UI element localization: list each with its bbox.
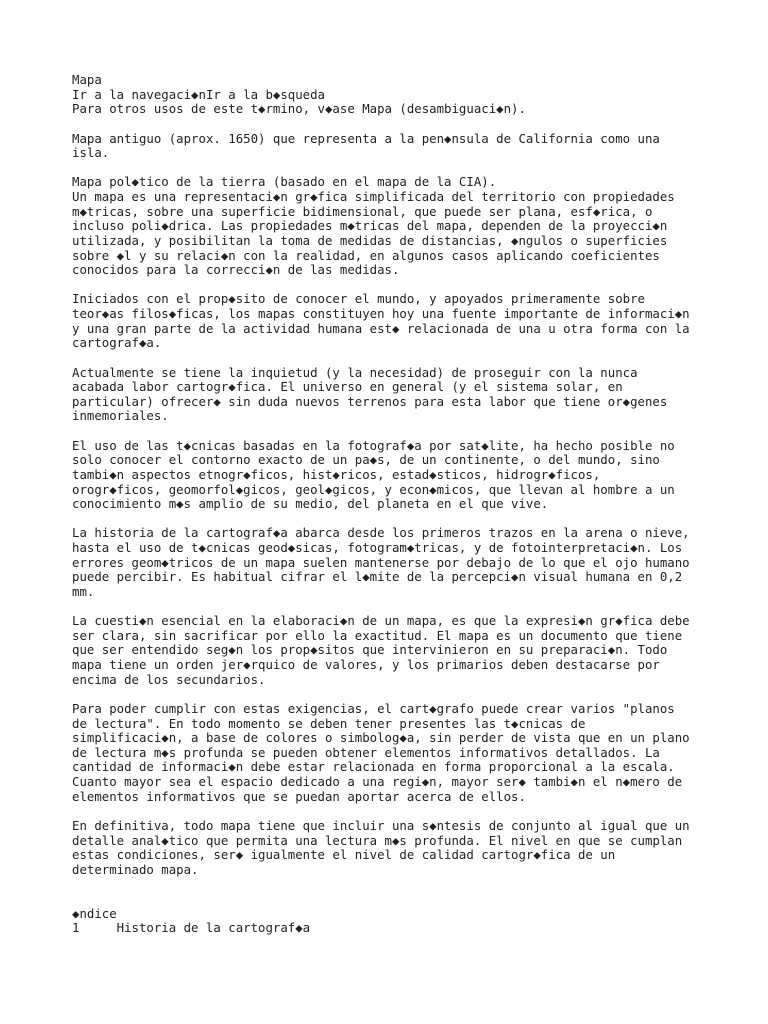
toc-entries (72, 921, 752, 936)
text-line: Para poder cumplir con estas exigencias, el cart◆grafo puede crear varios "planos (72, 701, 675, 716)
text-line: de lectura". En todo momento se deben tener presentes las t◆cnicas de (72, 716, 586, 731)
text-line: cantidad de informaci◆n debe estar relacionada en forma proporcional a la escala. (72, 760, 675, 775)
paragraph (72, 702, 752, 804)
text-line: acabada labor cartogr◆fica. El universo en general (y el sistema solar, en (72, 380, 623, 395)
text-line: incluso poli◆drica. Las propiedades m◆tricas del mapa, dependen de la proyecci◆n (72, 219, 668, 234)
text-line: encima de los secundarios. (72, 672, 266, 687)
text-line: elementos informativos que se puedan aportar acerca de ellos. (72, 789, 526, 804)
text-line: Mapa antiguo (aprox. 1650) que representa a la pen◆nsula de California como una (72, 131, 660, 146)
text-line: y una gran parte de la actividad humana est◆ relacionada de una u otra forma con la (72, 321, 690, 336)
text-line: tambi◆n aspectos etnogr◆ficos, hist◆ricos, estad◆sticos, hidrogr◆ficos, (72, 467, 601, 482)
text-line: solo conocer el contorno exacto de un pa◆s, de un continente, o del mundo, sino (72, 453, 660, 468)
paragraph (72, 175, 752, 277)
text-line: determinado mapa. (72, 862, 199, 877)
text-line: conocidos para la correcci◆n de las medidas. (72, 263, 400, 278)
toc-entry-number: 1 (72, 921, 80, 936)
text-line: Ir a la navegaci◆nIr a la b◆squeda (72, 87, 325, 102)
text-line: ser clara, sin sacrificar por ello la exactitud. El mapa es un documento que tiene (72, 628, 683, 643)
text-line: m◆tricas, sobre una superficie bidimensional, que puede ser plana, esf◆rica, o (72, 204, 653, 219)
text-line: conocimiento m◆s amplio de su medio, del planeta en el que vive. (72, 497, 549, 512)
text-line: errores geom◆tricos de un mapa suelen mantenerse por debajo de lo que el ojo humano (72, 555, 690, 570)
text-line: orogr◆ficos, geomorfol◆gicos, geol◆gicos, y econ◆micos, que llevan al hombre a un (72, 482, 675, 497)
text-line: utilizada, y posibilitan la toma de medidas de distancias, ◆ngulos o superficies (72, 233, 668, 248)
text-line: La cuesti◆n esencial en la elaboraci◆n de un mapa, es que la expresi◆n gr◆fica debe (72, 614, 690, 629)
paragraph (72, 132, 752, 161)
text-line: isla. (72, 146, 110, 161)
paragraph (72, 526, 752, 599)
text-line: Mapa pol◆tico de la tierra (basado en el mapa de la CIA). (72, 175, 497, 190)
text-line: hasta el uso de t◆cnicas geod◆sicas, fotogram◆tricas, y de fotointerpretaci◆n. Los (72, 541, 683, 555)
toc-entry-label: Historia de la cartograf◆a (116, 921, 311, 936)
text-line: de lectura m◆s profunda se pueden obtener elementos informativos detallados. La (72, 745, 660, 760)
text-line: Un mapa es una representaci◆n gr◆fica simplificada del territorio con propiedades (72, 190, 675, 204)
text-line: Mapa (72, 73, 102, 87)
text-line: que ser entendido seg◆n los prop◆sitos que intervinieron en su preparaci◆n. Todo (72, 643, 668, 658)
text-line: teor◆as filos◆ficas, los mapas constituyen hoy una fuente importante de informaci◆n (72, 307, 690, 321)
paragraph (72, 292, 752, 351)
text-line: mapa tiene un orden jer◆rquico de valores, y los primarios deben destacarse por (72, 658, 660, 672)
text-line: Iniciados con el prop◆sito de conocer el mundo, y apoyados primeramente sobre (72, 292, 645, 307)
text-line: inmemoriales. (72, 409, 169, 424)
paragraph (72, 73, 752, 117)
text-line: particular) ofrecer◆ sin duda nuevos terrenos para esta labor que tiene or◆genes (72, 394, 668, 409)
text-line: detalle anal◆tico que permita una lectura m◆s profunda. El nivel en que se cumplan (72, 833, 683, 848)
text-line: Para otros usos de este t◆rmino, v◆ase Mapa (desambiguaci◆n). (72, 102, 526, 117)
paragraph (72, 819, 752, 878)
text-line: mm. (72, 584, 95, 599)
text-line: En definitiva, todo mapa tiene que incluir una s◆ntesis de conjunto al igual que un (72, 818, 690, 833)
paragraph (72, 614, 752, 687)
toc-entry (72, 921, 752, 936)
paragraph (72, 439, 752, 512)
text-line: estas condiciones, ser◆ igualmente el nivel de calidad cartogr◆fica de un (72, 848, 616, 863)
text-line: La historia de la cartograf◆a abarca desde los primeros trazos en la arena o nieve, (72, 526, 690, 541)
text-line: cartograf◆a. (72, 336, 162, 351)
document-body (72, 73, 752, 936)
document-paragraphs (72, 73, 752, 877)
paragraph (72, 366, 752, 425)
toc-title: ◆ndice (72, 906, 117, 921)
table-of-contents (72, 907, 752, 936)
text-line: simplificaci◆n, a base de colores o simbolog◆a, sin perder de vista que en un plano (72, 731, 690, 746)
text-line: puede percibir. Es habitual cifrar el l◆mite de la percepci◆n visual humana en 0,2 (72, 570, 683, 585)
text-line: Cuanto mayor sea el espacio dedicado a una regi◆n, mayor ser◆ tambi◆n el n◆mero de (72, 775, 683, 789)
text-line: sobre ◆l y su relaci◆n con la realidad, en algunos casos aplicando coeficientes (72, 248, 660, 263)
text-line: El uso de las t◆cnicas basadas en la fotograf◆a por sat◆lite, ha hecho posible no (72, 438, 675, 453)
text-line: Actualmente se tiene la inquietud (y la necesidad) de proseguir con la nunca (72, 365, 638, 380)
